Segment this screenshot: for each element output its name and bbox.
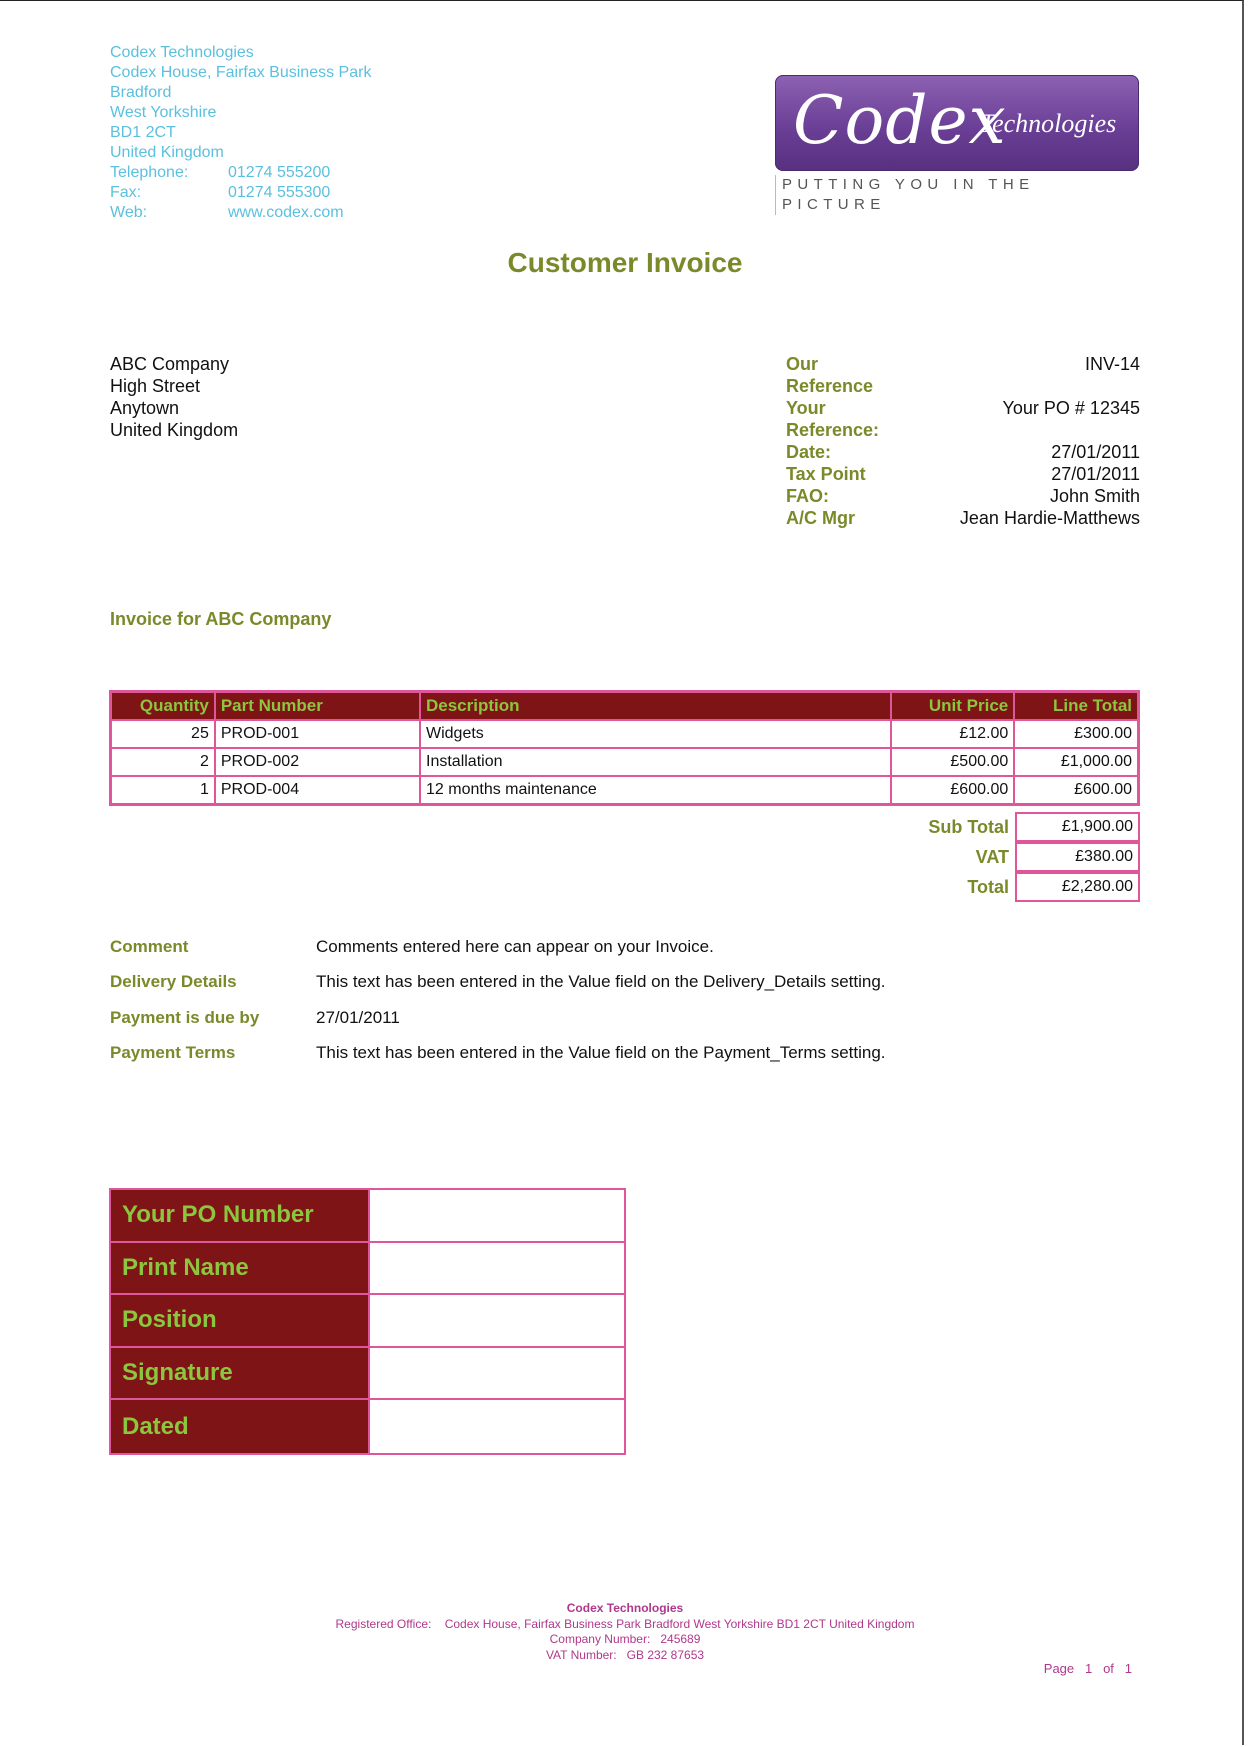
- ref-label: FAO:: [786, 486, 829, 506]
- footer-company-number-value: 245689: [660, 1632, 701, 1646]
- cell-part-number: PROD-004: [215, 776, 420, 804]
- customer-line: High Street: [110, 376, 201, 396]
- company-name: Codex Technologies: [110, 44, 254, 61]
- signoff-row-position: [111, 1295, 624, 1348]
- page-title: Customer Invoice: [507, 247, 743, 278]
- col-header-line-total: Line Total: [1014, 692, 1138, 720]
- note-value: This text has been entered in the Value field on the Payment_Terms setting.: [316, 1043, 886, 1063]
- signoff-label: Your PO Number: [111, 1190, 370, 1241]
- web-value: www.codex.com: [228, 204, 344, 221]
- customer-line: ABC Company: [110, 354, 230, 374]
- subtotal-row: [890, 812, 1140, 842]
- logo-sub-text: Technologies: [980, 109, 1117, 138]
- ref-value: 27/01/2011: [1051, 464, 1140, 484]
- note-label: Payment is due by: [110, 1007, 260, 1027]
- note-label: Delivery Details: [110, 972, 237, 992]
- note-row-payment-due: [110, 1000, 1150, 1036]
- col-header-part-number: Part Number: [215, 692, 420, 720]
- cell-unit-price: £500.00: [891, 748, 1015, 776]
- cell-description: Installation: [420, 748, 891, 776]
- company-logo: [775, 75, 1139, 171]
- note-row-comment: [110, 929, 1150, 965]
- ref-value: INV-14: [1084, 354, 1140, 374]
- customer-line: Anytown: [110, 398, 180, 418]
- page-total: 1: [1124, 1661, 1132, 1676]
- vat-value: £380.00: [1015, 842, 1140, 872]
- ref-label: Tax Point: [786, 464, 866, 484]
- col-header-quantity: Quantity: [111, 692, 215, 720]
- note-label: Comment: [110, 936, 189, 956]
- total-label: Total: [967, 876, 1009, 897]
- signoff-field[interactable]: [370, 1400, 624, 1453]
- ref-row: [786, 441, 1140, 463]
- address-line: BD1 2CT: [110, 124, 176, 141]
- page-current: 1: [1085, 1661, 1093, 1676]
- footer-company-number-label: Company Number:: [549, 1632, 651, 1646]
- note-value: Comments entered here can appear on your Invoice.: [316, 936, 714, 956]
- vat-label: VAT: [975, 846, 1009, 867]
- address-line: United Kingdom: [110, 144, 224, 161]
- table-row: [111, 776, 1138, 804]
- cell-quantity: 1: [111, 776, 215, 804]
- signoff-label: Position: [111, 1295, 370, 1346]
- col-header-unit-price: Unit Price: [891, 692, 1015, 720]
- cell-part-number: PROD-001: [215, 720, 420, 748]
- telephone-label: Telephone:: [110, 164, 189, 181]
- cell-line-total: £600.00: [1014, 776, 1138, 804]
- table-row: [111, 748, 1138, 776]
- subtotal-value: £1,900.00: [1015, 812, 1140, 842]
- fax-row: [110, 183, 371, 203]
- logo-main-text: Codex: [793, 82, 1007, 159]
- logo-tagline: PUTTING YOU IN THE PICTURE: [775, 175, 1139, 215]
- fax-value: 01274 555300: [228, 184, 331, 201]
- invoice-notes: [110, 929, 1150, 1071]
- footer-registered-value: Codex House, Fairfax Business Park Bradford West Yorkshire BD1 2CT United Kingdom: [444, 1616, 915, 1631]
- address-line: Codex House, Fairfax Business Park: [110, 64, 372, 81]
- footer-company-number: [0, 1632, 1250, 1648]
- cell-unit-price: £12.00: [891, 720, 1015, 748]
- page-footer: [0, 1601, 1250, 1663]
- address-line: West Yorkshire: [110, 104, 217, 121]
- note-row-delivery: [110, 965, 1150, 1001]
- ref-row: [786, 353, 1140, 397]
- ref-row: [786, 397, 1140, 441]
- vat-row: [890, 842, 1140, 872]
- signoff-label: Print Name: [111, 1243, 370, 1294]
- footer-registered-label: Registered Office:: [335, 1616, 432, 1631]
- page-of: of: [1103, 1661, 1114, 1676]
- ref-value: Your PO # 12345: [1002, 398, 1140, 418]
- customer-address: [110, 353, 238, 441]
- page-number: [1044, 1661, 1132, 1676]
- ref-row: [786, 485, 1140, 507]
- ref-value: John Smith: [1049, 486, 1140, 506]
- ref-label: Date:: [786, 442, 832, 462]
- signoff-row-po-number: [111, 1190, 624, 1243]
- note-label: Payment Terms: [110, 1043, 236, 1063]
- signoff-row-dated: [111, 1400, 624, 1453]
- cell-line-total: £1,000.00: [1014, 748, 1138, 776]
- telephone-row: [110, 163, 371, 183]
- cell-unit-price: £600.00: [891, 776, 1015, 804]
- ref-row: [786, 507, 1140, 529]
- cell-line-total: £300.00: [1014, 720, 1138, 748]
- web-row: [110, 203, 371, 223]
- note-row-payment-terms: [110, 1036, 1150, 1072]
- total-value: £2,280.00: [1015, 872, 1140, 902]
- ref-label: A/C Mgr: [786, 508, 855, 528]
- footer-vat-value: GB 232 87653: [626, 1647, 705, 1662]
- web-label: Web:: [110, 204, 148, 221]
- line-items-table: [109, 690, 1140, 806]
- table-row: [111, 720, 1138, 748]
- customer-line: United Kingdom: [110, 420, 239, 440]
- address-line: Bradford: [110, 84, 172, 101]
- ref-value: Jean Hardie-Matthews: [959, 508, 1140, 528]
- signoff-table: [109, 1188, 626, 1455]
- table-header-row: [111, 692, 1138, 720]
- cell-description: 12 months maintenance: [420, 776, 891, 804]
- total-row: [890, 872, 1140, 902]
- footer-registered-office: [0, 1617, 1250, 1633]
- subtotal-label: Sub Total: [928, 816, 1009, 837]
- ref-value: 27/01/2011: [1051, 442, 1140, 462]
- signoff-row-signature: [111, 1348, 624, 1401]
- page-label: Page: [1043, 1661, 1075, 1676]
- cell-quantity: 2: [111, 748, 215, 776]
- cell-quantity: 25: [111, 720, 215, 748]
- ref-label: Our Reference: [786, 354, 874, 396]
- telephone-value: 01274 555200: [228, 164, 331, 181]
- ref-label: Your Reference:: [786, 398, 880, 440]
- invoice-references: [786, 353, 1140, 529]
- footer-vat-label: VAT Number:: [545, 1647, 617, 1662]
- company-address: [110, 43, 371, 223]
- signoff-label: Dated: [111, 1400, 370, 1453]
- footer-company-name: Codex Technologies: [566, 1601, 684, 1615]
- note-value: 27/01/2011: [316, 1007, 400, 1027]
- totals-block: [890, 812, 1140, 902]
- signoff-field[interactable]: [370, 1243, 624, 1294]
- cell-part-number: PROD-002: [215, 748, 420, 776]
- cell-description: Widgets: [420, 720, 891, 748]
- note-value: This text has been entered in the Value field on the Delivery_Details setting.: [316, 972, 886, 992]
- signoff-field[interactable]: [370, 1348, 624, 1399]
- ref-row: [786, 463, 1140, 485]
- fax-label: Fax:: [110, 184, 142, 201]
- signoff-label: Signature: [111, 1348, 370, 1399]
- signoff-row-print-name: [111, 1243, 624, 1296]
- signoff-field[interactable]: [370, 1190, 624, 1241]
- invoice-for-heading: Invoice for ABC Company: [110, 609, 332, 629]
- signoff-field[interactable]: [370, 1295, 624, 1346]
- col-header-description: Description: [420, 692, 891, 720]
